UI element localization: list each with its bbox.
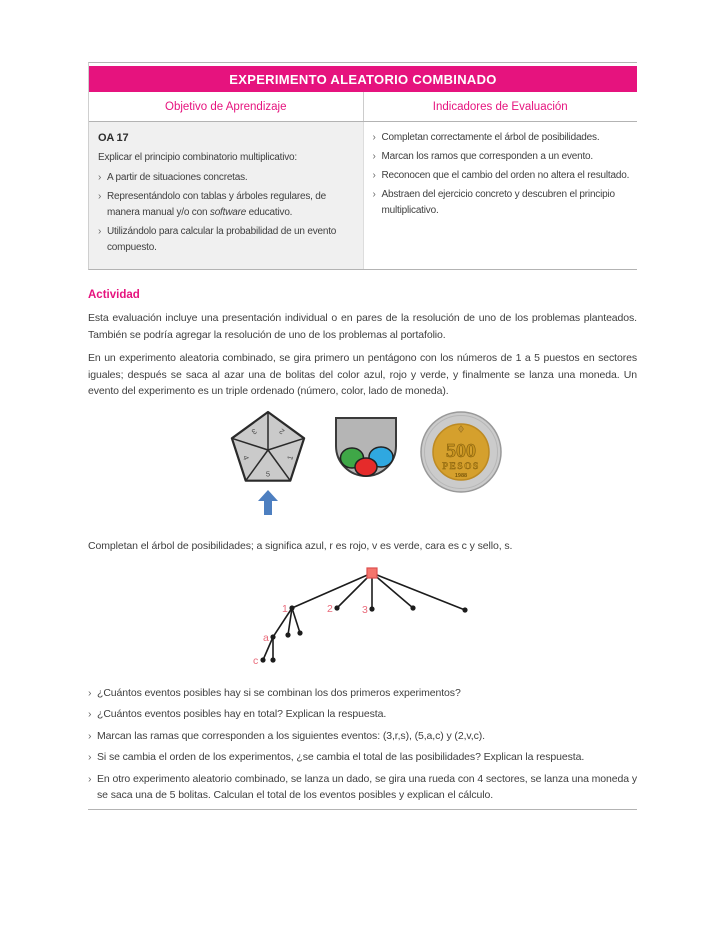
bullet-text: ¿Cuántos eventos posibles hay si se combinan los dos primeros experimentos? bbox=[97, 686, 461, 699]
tree-node bbox=[297, 630, 302, 635]
pentagon-number: 5 bbox=[265, 469, 270, 478]
bullet-marker: › bbox=[88, 686, 92, 699]
table-column-headers bbox=[89, 92, 637, 122]
activity-heading: Actividad bbox=[88, 289, 140, 301]
bullet-item bbox=[98, 170, 353, 186]
bullet-text: Reconocen que el cambio del orden no altera el resultado. bbox=[381, 170, 630, 181]
pentagon-spinner-figure bbox=[223, 408, 313, 520]
tree-node bbox=[462, 607, 467, 612]
indicators-bullet-list bbox=[373, 130, 632, 219]
bullet-item bbox=[373, 130, 632, 146]
tree-node bbox=[369, 606, 374, 611]
bullet-text: Completan correctamente el árbol de posibilidades. bbox=[381, 132, 600, 143]
coin-currency: PESOS bbox=[441, 461, 480, 472]
table-body bbox=[89, 122, 637, 269]
tree-node-label: 1 bbox=[282, 602, 288, 615]
bullet-item bbox=[373, 149, 632, 165]
content-column bbox=[88, 62, 637, 810]
bullet-item bbox=[88, 749, 637, 766]
bullet-marker: › bbox=[372, 170, 376, 181]
possibility-tree-diagram bbox=[88, 559, 637, 673]
bullet-marker: › bbox=[98, 172, 102, 183]
tree-node bbox=[270, 634, 275, 639]
tree-node bbox=[289, 605, 294, 610]
bullet-marker: › bbox=[372, 189, 376, 200]
oa-table bbox=[88, 62, 637, 270]
bullet-text: Utilizándolo para calcular la probabilidad de un evento compuesto. bbox=[107, 226, 337, 253]
bullet-marker: › bbox=[98, 226, 102, 237]
bullet-text: Si se cambia el orden de los experimentos, ¿se cambia el total de las posibilidades? Explican la respuesta. bbox=[97, 751, 585, 763]
bullet-item bbox=[98, 189, 353, 221]
bullet-marker: › bbox=[88, 729, 92, 742]
question-list bbox=[88, 685, 637, 804]
bullet-marker: › bbox=[372, 132, 376, 143]
bottom-divider bbox=[88, 809, 637, 810]
figures-row bbox=[88, 408, 637, 526]
tree-node bbox=[260, 657, 265, 662]
tree-branch bbox=[372, 573, 465, 610]
bag-figure bbox=[329, 416, 403, 480]
paragraph: En un experimento aleatoria combinado, se gira primero un pentágono con los números de 1 a 5 puestos en sectores iguales; después se saca al azar una de bolitas del color azul, rojo y verde, y finalmente se lanza una moneda. Un evento del experimento es un triple ordenado (número, color, lado de moneda). bbox=[88, 352, 637, 397]
tree-node bbox=[285, 632, 290, 637]
pentagon-number: 1 bbox=[284, 453, 295, 461]
objective-bullet-list bbox=[98, 170, 353, 256]
tree-caption: Completan el árbol de posibilidades; a significa azul, r es rojo, v es verde, cara es c y sello, s. bbox=[88, 539, 513, 552]
tree-root-node bbox=[367, 568, 377, 578]
bullet-marker: › bbox=[88, 772, 92, 785]
bullet-item bbox=[88, 771, 637, 804]
bullet-text: Marcan las ramas que corresponden a los siguientes eventos: (3,r,s), (5,a,c) y (2,v,c). bbox=[97, 729, 485, 742]
bullet-text: A partir de situaciones concretas. bbox=[107, 172, 248, 183]
tree-node-label: c bbox=[253, 654, 259, 667]
bullet-text: En otro experimento aleatorio combinado, se lanza un dado, se gira una rueda con 4 sectores, se lanza una moneda y se saca una de 5 bolitas. Calculan el total de los eventos posibles y explican el cálculo. bbox=[97, 772, 637, 801]
column-header-indicadores: Indicadores de Evaluación bbox=[432, 100, 568, 113]
table-title-bar bbox=[89, 66, 637, 92]
pentagon-number: 3 bbox=[249, 426, 259, 436]
tree-node-label: a bbox=[263, 631, 269, 644]
paragraph: Esta evaluación incluye una presentación individual o en pares de la resolución de uno de los problemas planteados. También se podría agregar la resolución de uno de los problemas al portafolio. bbox=[88, 312, 637, 341]
bullet-marker: › bbox=[88, 708, 92, 720]
tree-node-label: 3 bbox=[362, 603, 368, 616]
tree-node-label: 2 bbox=[327, 602, 333, 615]
coin-value: 500 bbox=[445, 439, 476, 462]
activity-paragraphs bbox=[88, 310, 637, 400]
tree-branch bbox=[292, 608, 300, 633]
bullet-item bbox=[373, 187, 632, 219]
oa-intro: Explicar el principio combinatorio multiplicativo: bbox=[98, 152, 297, 163]
bullet-item bbox=[373, 168, 632, 184]
tree-branch bbox=[372, 573, 413, 608]
spinner-arrow-icon bbox=[258, 490, 278, 515]
bullet-item bbox=[98, 224, 353, 256]
coin-year: 1988 bbox=[454, 472, 467, 479]
objective-cell bbox=[89, 122, 364, 269]
bullet-item bbox=[88, 685, 637, 702]
pentagon-number: 4 bbox=[240, 453, 251, 461]
bullet-marker: › bbox=[98, 191, 102, 202]
bullet-item bbox=[88, 728, 637, 745]
bullet-text: Representándolo con tablas y árboles regulares, de manera manual y/o con software educativo. bbox=[107, 191, 327, 218]
column-header-objetivo: Objetivo de Aprendizaje bbox=[89, 92, 364, 121]
bullet-text: ¿Cuántos eventos posibles hay en total? Explican la respuesta. bbox=[97, 708, 387, 720]
bullet-text: Marcan los ramos que corresponden a un evento. bbox=[381, 151, 593, 162]
pentagon-number: 2 bbox=[276, 426, 286, 436]
indicators-cell bbox=[364, 122, 638, 269]
tree-node bbox=[410, 605, 415, 610]
tree-node bbox=[270, 657, 275, 662]
table-title: EXPERIMENTO ALEATORIO COMBINADO bbox=[229, 71, 497, 87]
bullet-marker: › bbox=[372, 151, 376, 162]
bullet-item bbox=[88, 706, 637, 723]
coin-figure bbox=[419, 409, 503, 495]
oa-code: OA 17 bbox=[98, 132, 129, 144]
ball-red bbox=[355, 458, 377, 476]
tree-node bbox=[334, 605, 339, 610]
bullet-text: Abstraen del ejercicio concreto y descubren el principio multiplicativo. bbox=[381, 189, 615, 216]
bullet-marker: › bbox=[88, 751, 92, 763]
